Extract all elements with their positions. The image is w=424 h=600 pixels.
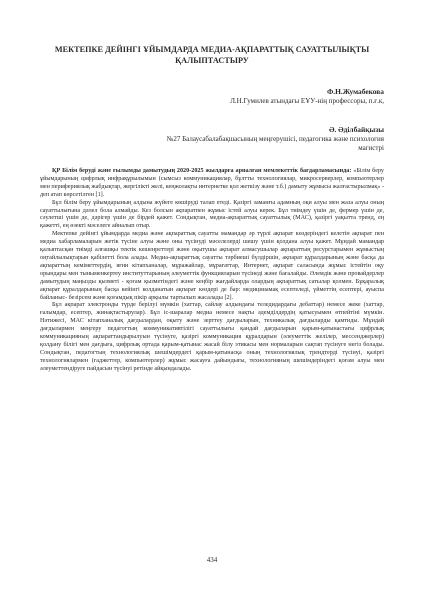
paragraph-4: Бұл ақпарат электронды түрде берілуі мүмкін (хаттар, сайлау алдындағы теледидардағы дебаттар) немесе жеке (хаттар, ғалымдар, есептер, жинақтастырулар). Бұл іс-шаралар медиа немесе нақты әдемділдердің қатысуымен өтпейтіні мүмкін. Нәтижесі, МАС кітапханалық дағдылардан, оқыту және зерттеу дағдыларын, техникалық дағдыларды қамтиды. Мұндай дағдылармен меңгеру педагогтың коммуникативтілігі сауаттылығы қандай дағдыларын қарым-қатынастағы цифрлық коммуникацияның ақпараттандырылуын түсінуге, қазіргі коммуникация құралдарын (әлеуметтік желілер, мессенджерлер) қолдану білігі мен дағдыға, цифрлық ортада қарым-қатынас жасай білу этикасы мен нормаларын сақтап түсінуге негіз болады. Сондықтан, педагогтың технологиялық шешімдердегі қарым-қатынасқа оның технологиялық трендтерді түсінуі, қазіргі технологиялармен (гаджеттер, компьютерлер) жұмыс жасауға дайындығы, технологияның шешімдеріндегі қоғам алуы мен әлеуметтендіруге пайдасын түсінуі ретінде айқындалады. — [40, 302, 384, 372]
author-affiliation: №27 Балаусабалабақшасының меңгерушісі, педагогика және психология магистрі — [166, 134, 384, 152]
page-number: 434 — [206, 556, 218, 564]
author-name: Ф.Н.Жумабекова — [326, 87, 384, 96]
author-block-2 — [154, 125, 384, 154]
article-title: МЕКТЕПКЕ ДЕЙІНГІ ҰЙЫМДАРДА МЕДИА-АҚПАРАТТЫҚ САУАТТЫЛЫҚТЫ ҚАЛЫПТАСТЫРУ — [54, 45, 370, 65]
paragraph-1 — [40, 168, 384, 200]
article-body — [40, 168, 384, 374]
author-affiliation: Л.Н.Гумилев атындағы ЕҰУ-нің профессоры, п.ғ.к, — [230, 96, 384, 105]
author-block-1 — [230, 87, 384, 106]
paragraph-1-lead: ҚР Білім беруді және ғылымды дамытудың 2020-2025 жылдарға арналған мемлекеттік бағдарламасында: — [52, 168, 352, 174]
paragraph-2: Бұл білім беру ұйымдарының алдына жүйеге көшіруді талап етеді. Қазіргі заманғы адамның оқи алуы мен жаза алуы оның сауаттылығына дәлел бола алмайды. Кез болсын ақпаратпен жұмыс істей алуы керек. Бұл тиімдеу үшін де, фермер үшін де, сәулетшi үшін де, дәрігер үшін де бірдей қажет. Сондықтан, медиа-ақпараттық сауаттылық (МАС), қазіргі уақытта тренд, ең қажетті, ең өзекті мәселеге айналып отыр. — [40, 199, 384, 230]
paragraph-1-text: «Білім беру ұйымдарының цифрлық инфрақұрылымын (сымсыз коммуникациялар, бұлтты технологиялар, микросерверлер, компьютерлер мен перифериялық жабдықтар, жергілікті желі, кеңжолақты интернетке қол жеткізу және т.б.) дамыту жұмысы жалғастырылмақ» - деп атап көрсетілген [1]. — [40, 168, 385, 198]
paragraph-3: Мектепке дейінгі ұйымдарда медиа және ақпараттық сауатты мамандар әр түрлі ақпарат көздеріндегі келетін ақпарат пен медиа хабарламаларын жетік түсіне алуы және оны түсінуді мәселелерді шешу үшін қолдана алуы қажет. Мұндай мамандар қалыптасқан тиімді алғашқы тектік кешенреттері және оқытушы ақпарат алмасушылар ақпараттың ресурстарымен жұмыстың оңтайлылықтарын қабілетті бола алады. Медиа-ақпараттық сауатты тәрбиеші бүлдіршін, ақпарат құралдарының және басқа да ақпараттың кеміметтердің, яғни кітапханалар, мұражайлар, мұрағаттар, Интернет, ақпарат саласында жұмыс істейтін оқу орындары мен тыныменкертеу институттарының әлеуметтік функцияларын түсінеді және бағалайды. Әлемдік және провайдерлер дамытудың маңызды қызметі - қоғам қызметіндегі және кеңбір жағдайларда олардың ақпараттық сатылар қолмен. Бұқаралық ақпарат құралдарының басқа кейінгі колданатын ақпарат көздері де бар: медицинамақ есептеледі, үйметтің есептері, ауыспа байланыс- безірсем және қоғамдық пікір арқылы тартылып жасалады [2]. — [40, 231, 384, 301]
author-name: Ә. Әділбайқызы — [329, 125, 384, 134]
